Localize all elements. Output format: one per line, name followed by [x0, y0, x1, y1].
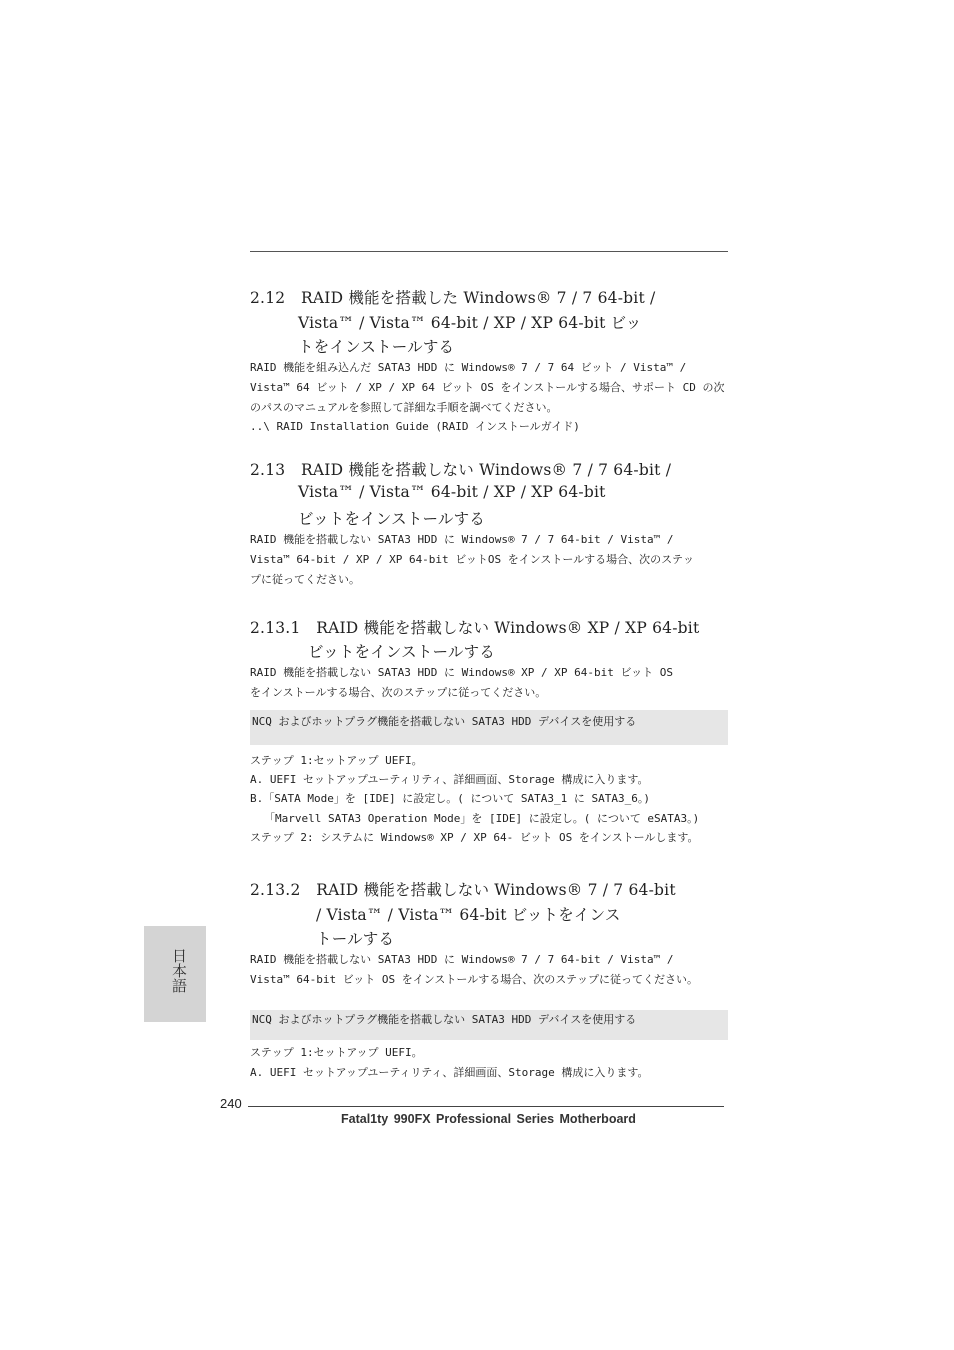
para-2-12-line2: Vista™ 64 ビット / XP / XP 64 ビット OS をインストールする場合、サポート CD の次 [250, 381, 725, 394]
para-2-13-line3: プに従ってください。 [250, 573, 360, 586]
footer-rule [248, 1106, 724, 1107]
heading-2-13-2-line1: 2.13.2 RAID 機能を搭載しない Windows® 7 / 7 64-bit [250, 881, 676, 899]
para-2-13-line2: Vista™ 64-bit / XP / XP 64-bit ビットOS をインストールする場合、次のステッ [250, 553, 694, 566]
step-1-b: B.「SATA Mode」を [IDE] に設定し。( について SATA3_1 に SATA3_6。) [250, 792, 650, 805]
step-1-label-2: ステップ 1:セットアップ UEFI。 [250, 1046, 423, 1059]
para-2-12-path: ..\ RAID Installation Guide (RAID インストールガイド) [250, 420, 580, 433]
heading-2-13-2-line2: / Vista™ / Vista™ 64-bit ビットをインス [316, 906, 621, 924]
step-1-b-marvell: 「Marvell SATA3 Operation Mode」を [IDE] に設定し。( について eSATA3。) [264, 812, 700, 825]
heading-2-13-1-line2: ビットをインストールする [308, 643, 496, 661]
heading-2-12-line1: 2.12 RAID 機能を搭載した Windows® 7 / 7 64-bit / [250, 289, 656, 307]
para-2-12-line3: のパスのマニュアルを参照して詳細な手順を調べてください。 [250, 401, 558, 414]
para-2-13-1-line2: をインストールする場合、次のステップに従ってください。 [250, 686, 547, 699]
step-1-a-2: A. UEFI セットアップユーティリティ、詳細画面、Storage 構成に入ります。 [250, 1066, 649, 1079]
step-1-a: A. UEFI セットアップユーティリティ、詳細画面、Storage 構成に入ります。 [250, 773, 649, 786]
note-bar-2-text: NCQ およびホットプラグ機能を搭載しない SATA3 HDD デバイスを使用する [252, 1013, 637, 1026]
heading-2-13-1-line1: 2.13.1 RAID 機能を搭載しない Windows® XP / XP 64-bit [250, 619, 700, 637]
heading-2-13-2-line3: トールする [316, 930, 395, 948]
para-2-13-line1: RAID 機能を搭載しない SATA3 HDD に Windows® 7 / 7 64-bit / Vista™ / [250, 533, 674, 546]
top-rule [250, 251, 728, 252]
heading-2-12-line2: Vista™ / Vista™ 64-bit / XP / XP 64-bit ビッ [298, 314, 642, 332]
step-2-label: ステップ 2: システムに Windows® XP / XP 64- ビット OS をインストールします。 [250, 831, 699, 844]
para-2-13-2-line1: RAID 機能を搭載しない SATA3 HDD に Windows® 7 / 7 64-bit / Vista™ / [250, 953, 674, 966]
para-2-13-2-line2: Vista™ 64-bit ビット OS をインストールする場合、次のステップに従ってください。 [250, 973, 698, 986]
page-number: 240 [220, 1096, 242, 1111]
footer-title: Fatal1ty 990FX Professional Series Motherboard [341, 1112, 636, 1126]
language-side-label: 日本語 [170, 948, 188, 993]
note-bar-1-text: NCQ およびホットプラグ機能を搭載しない SATA3 HDD デバイスを使用する [252, 715, 637, 728]
step-1-label: ステップ 1:セットアップ UEFI。 [250, 754, 423, 767]
para-2-12-line1: RAID 機能を組み込んだ SATA3 HDD に Windows® 7 / 7 64 ビット / Vista™ / [250, 361, 687, 374]
heading-2-13-line2: Vista™ / Vista™ 64-bit / XP / XP 64-bit [298, 483, 606, 501]
heading-2-12-line3: トをインストールする [298, 338, 455, 356]
heading-2-13-line1: 2.13 RAID 機能を搭載しない Windows® 7 / 7 64-bit / [250, 461, 672, 479]
heading-2-13-line3: ビットをインストールする [298, 510, 486, 528]
para-2-13-1-line1: RAID 機能を搭載しない SATA3 HDD に Windows® XP / XP 64-bit ビット OS [250, 666, 673, 679]
